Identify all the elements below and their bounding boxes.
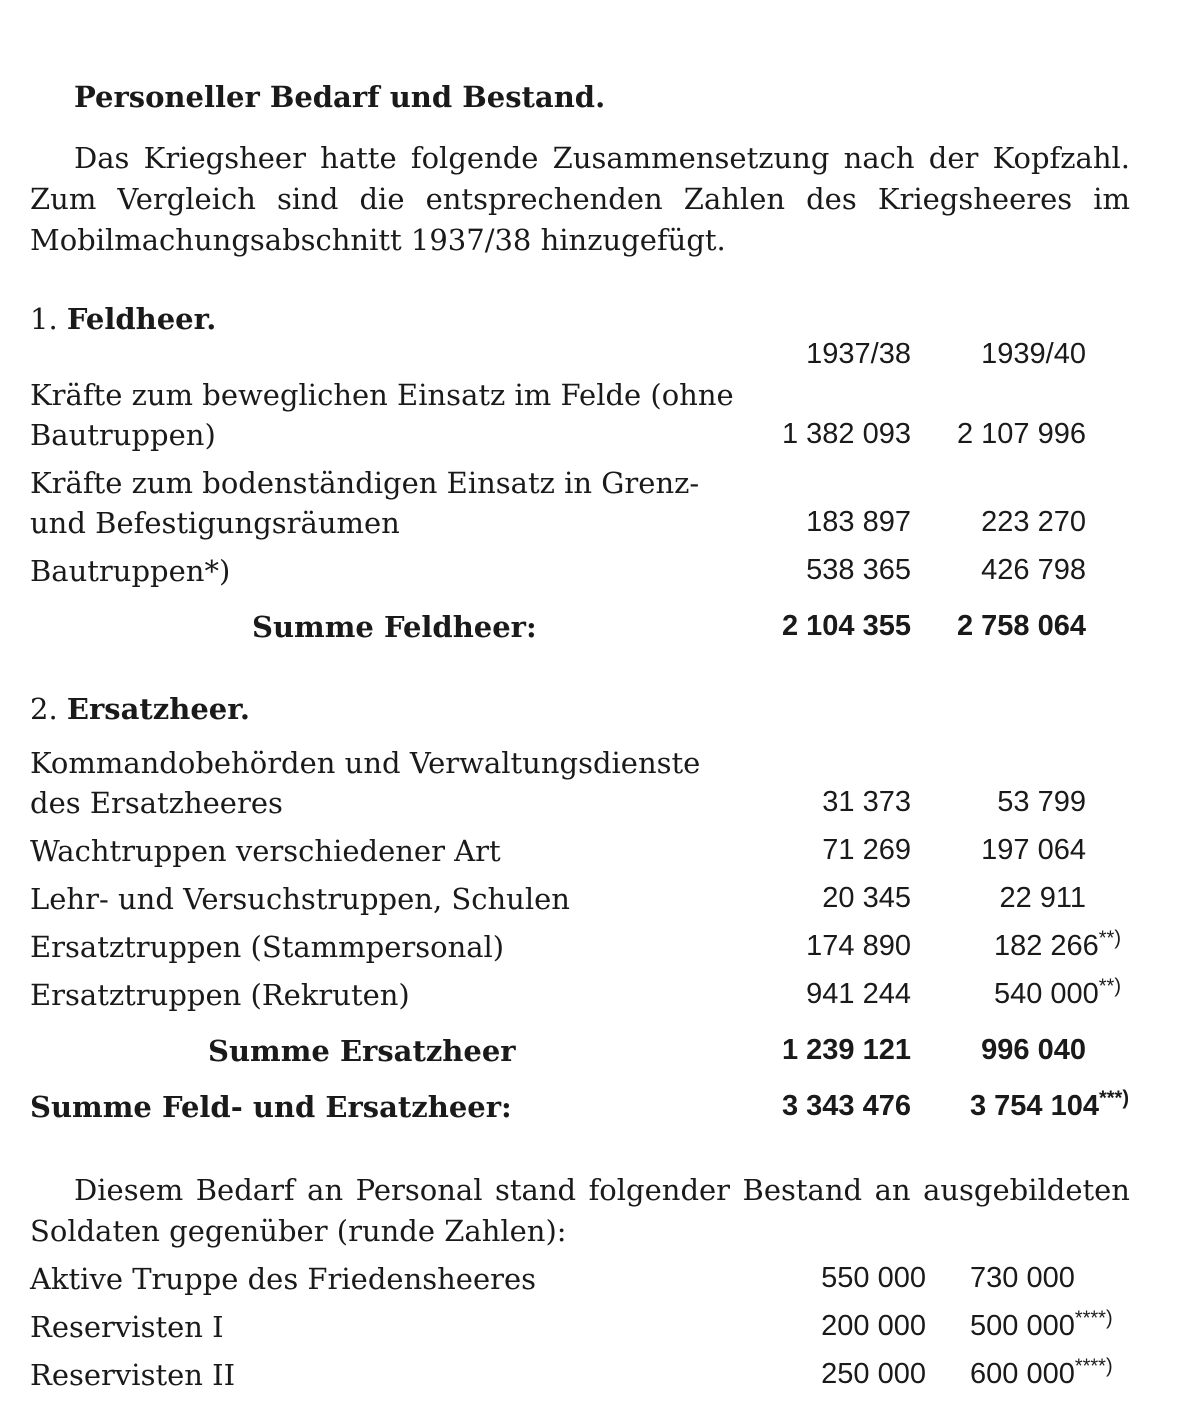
- row-label: Wachtruppen verschiedener Art: [30, 834, 501, 868]
- value-1939: 600 000****): [970, 1355, 1113, 1390]
- value-1937: 174 890: [806, 930, 911, 962]
- table-row: [0, 554, 1181, 594]
- value-1937: 200 000: [821, 1310, 926, 1342]
- sum-value-1937: 1 239 121: [781, 1034, 911, 1066]
- row-label: Lehr- und Versuchstruppen, Schulen: [30, 882, 570, 916]
- row-label: Aktive Truppe des Friedensheeres: [30, 1262, 537, 1296]
- row-label: Bautruppen*): [30, 554, 231, 588]
- value-1937: 538 365: [806, 554, 911, 586]
- section-title: Feldheer.: [66, 302, 217, 336]
- row-label: Reservisten I: [30, 1310, 224, 1344]
- row-label: und Befestigungsräumen: [30, 506, 400, 540]
- value-1937: 31 373: [822, 786, 911, 818]
- intro-paragraph: [30, 138, 1130, 261]
- section-title: Ersatzheer.: [66, 692, 250, 726]
- row-label: Reservisten II: [30, 1358, 236, 1392]
- value-1939: 22 911: [999, 882, 1086, 914]
- total-label: Summe Feld- und Ersatzheer:: [30, 1090, 512, 1124]
- row-label: Kräfte zum bodenständigen Einsatz in Grenz-: [30, 466, 700, 500]
- section-number: 1.: [30, 302, 58, 336]
- row-label: Ersatztruppen (Stammpersonal): [30, 930, 505, 964]
- value-1937: 1 382 093: [781, 418, 911, 450]
- intro-line-3: Mobilmachungsabschnitt 1937/38 hinzugefügt.: [30, 223, 726, 257]
- table-row: [0, 834, 1181, 874]
- table-row: [0, 927, 1181, 970]
- section-ersatzheer-title: [30, 692, 250, 726]
- sum-label: Summe Ersatzheer: [208, 1034, 516, 1068]
- footnote-marker: ****): [1074, 1307, 1113, 1330]
- footnote-marker: ***): [1098, 1087, 1129, 1110]
- total-row: [0, 1087, 1181, 1130]
- table-row: [0, 1262, 1181, 1302]
- table-row: [0, 1307, 1181, 1350]
- value-1939: 426 798: [981, 554, 1086, 586]
- table-row: [0, 975, 1181, 1018]
- sum-value-1937: 2 104 355: [781, 610, 911, 642]
- intro-line-1: Das Kriegsheer hatte folgende Zusammensetzung nach der Kopfzahl.: [74, 141, 1130, 175]
- column-header-row: [0, 338, 1181, 378]
- value-1937: 183 897: [806, 506, 911, 538]
- value-1937: 71 269: [822, 834, 911, 866]
- table-row: [0, 1355, 1181, 1398]
- footnote-marker: **): [1098, 927, 1121, 950]
- section-number: 2.: [30, 692, 58, 726]
- table-row-label-line: [0, 378, 1181, 418]
- value-1939: 223 270: [981, 506, 1086, 538]
- sum-row-ersatzheer: [0, 1034, 1181, 1074]
- value-1939: 53 799: [997, 786, 1086, 818]
- footnote-marker: **): [1098, 975, 1121, 998]
- value-1939: 730 000: [970, 1262, 1075, 1294]
- row-label: Kommandobehörden und Verwaltungsdienste: [30, 746, 701, 780]
- value-1939: 197 064: [981, 834, 1086, 866]
- table-row: [0, 506, 1181, 546]
- total-value-1939: 3 754 104***): [969, 1087, 1129, 1122]
- column-header-1939: 1939/40: [981, 338, 1086, 370]
- value-1939: 182 266**): [993, 927, 1121, 962]
- table-row-label-line: [0, 466, 1181, 506]
- page-heading: Personeller Bedarf und Bestand.: [74, 80, 606, 114]
- table-row: [0, 882, 1181, 922]
- row-label: Ersatztruppen (Rekruten): [30, 978, 410, 1012]
- value-1939: 2 107 996: [956, 418, 1086, 450]
- value-1937: 550 000: [821, 1262, 926, 1294]
- table-row-label-line: [0, 746, 1181, 786]
- value-1937: 250 000: [821, 1358, 926, 1390]
- bestand-line-1: Diesem Bedarf an Personal stand folgender Bestand an ausgebildeten: [74, 1173, 1130, 1207]
- table-row: [0, 418, 1181, 458]
- row-label: Kräfte zum beweglichen Einsatz im Felde (ohne: [30, 378, 734, 412]
- sum-label: Summe Feldheer:: [252, 610, 537, 644]
- bestand-paragraph: [30, 1170, 1130, 1252]
- row-label: des Ersatzheeres: [30, 786, 283, 820]
- section-feldheer-title: [30, 302, 216, 336]
- value-1939: 500 000****): [970, 1307, 1113, 1342]
- value-1937: 20 345: [822, 882, 911, 914]
- value-1937: 941 244: [806, 978, 911, 1010]
- table-row: [0, 786, 1181, 826]
- sum-row-feldheer: [0, 610, 1181, 650]
- bestand-line-2: Soldaten gegenüber (runde Zahlen):: [30, 1214, 567, 1248]
- column-header-1937: 1937/38: [806, 338, 911, 370]
- footnote-marker: ****): [1074, 1355, 1113, 1378]
- sum-value-1939: 2 758 064: [956, 610, 1086, 642]
- row-label: Bautruppen): [30, 418, 216, 452]
- sum-value-1939: 996 040: [981, 1034, 1086, 1066]
- value-1939: 540 000**): [993, 975, 1121, 1010]
- intro-line-2: Zum Vergleich sind die entsprechenden Zahlen des Kriegsheeres im: [30, 182, 1130, 216]
- total-value-1937: 3 343 476: [781, 1090, 911, 1122]
